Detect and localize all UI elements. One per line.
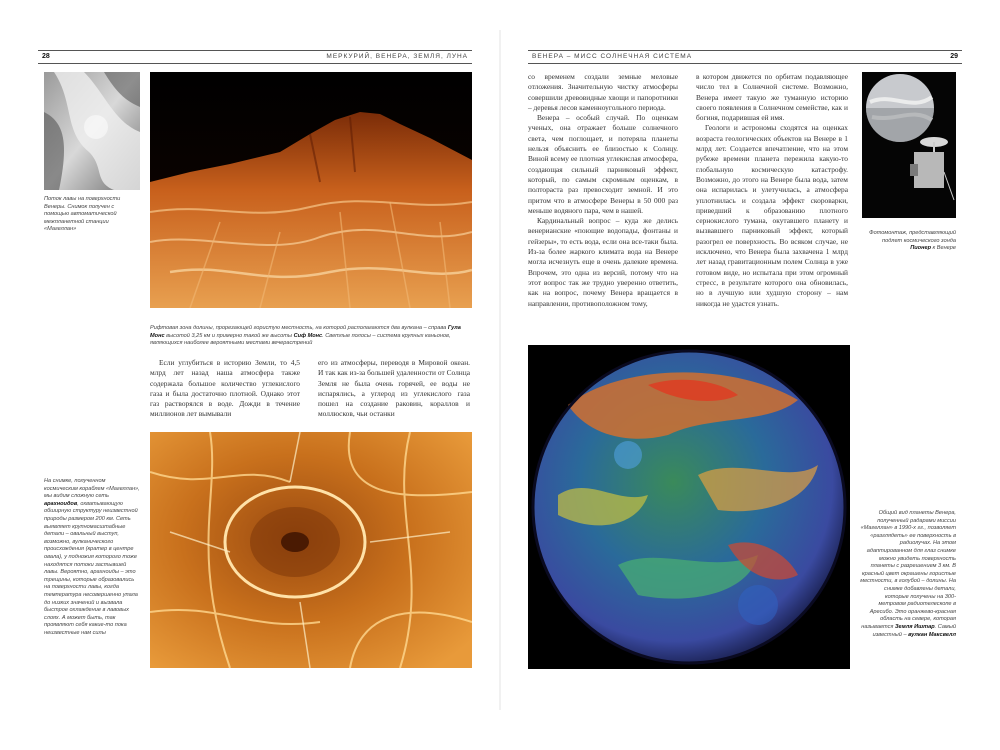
caption-lava-flow <box>44 196 140 234</box>
right-col1-p1: со временем создали земные меловые отложения. Значительную чистку атмосферы совершили древовидные хвощи и папоротники – деревья лесов каменноугольного периода. <box>528 72 678 112</box>
page-number-right: 29 <box>950 53 958 60</box>
arachnoid-network-image <box>150 432 472 668</box>
right-col2-p2: Геологи и астрономы сходятся на оценках возраста геологических объектов на Венере в 1 млрд лет. Создается впечатление, что на этом рубеже времени планета пережила какую-то глобальную космическую катастрофу. Возможно, до этого на Венере была вода, затем она испарилась и улетучилась, а атмосфера уплотнилась и создала эффект скороварки, приведший к образованию плотного сернокислого тумана, окутавшего планету и вызвавшего парниковый эффект, который разогрел ее поверхность. Во всяком случае, не исключено, что Венера была захвачена 1 млрд лет назад гравитационным полем Солнца в уже готовом виде, но испытала при этом огромный стресс, в результате которого она обновилась, но в лучшую или худшую сторону – нам никогда не удастся узнать. <box>696 123 848 308</box>
caption-globe-text-2: . Самый известный – <box>872 623 956 638</box>
venus-globe-image <box>528 345 850 669</box>
right-body-col-1 <box>528 72 678 309</box>
caption-rift-text-1: Рифтовая зона долины, прорезающей гористую местность, на которой располагаются два вулкана – справа <box>150 325 448 331</box>
caption-globe-maxwell: вулкан Максвелл <box>908 631 956 638</box>
right-body-col-2 <box>696 72 848 309</box>
caption-lava-text: Поток лавы на поверхности Венеры. Снимок получен с помощью автоматической межпланетной станции «Магеллан» <box>44 196 121 233</box>
running-title-left: МЕРКУРИЙ, ВЕНЕРА, ЗЕМЛЯ, ЛУНА <box>326 53 468 60</box>
left-body-col-2 <box>318 358 470 420</box>
caption-pioneer <box>862 230 956 253</box>
right-col1-p3: Кардинальный вопрос – куда же делись венерианские «поющие водопады, фонтаны и гейзеры», то есть вода, если она все-таки была. Из-за более жаркого климата вода на Венере могла исчезнуть еще в очень далекие времена. Впрочем, это одна из версий, потому что на этот вопрос так же трудно уверенно ответить, как на вопрос, почему Венера вращается в направлении, противоположном тому, <box>528 216 678 308</box>
caption-pioneer-text-2: к Венере <box>930 245 956 252</box>
left-col1-paragraph: Если углубиться в историю Земли, то 4,5 млрд лет назад наша атмосфера также содержала большое количество углекислого газа и была достаточно плотной. Однако этот газ растворялся в воде. Дожди в течение миллионов лет вымывали <box>150 358 300 419</box>
caption-rift-valley <box>150 325 470 348</box>
caption-pioneer-bold: Пионер <box>910 245 931 252</box>
book-gutter <box>499 30 501 710</box>
running-title-right: ВЕНЕРА – МИСС СОЛНЕЧНАЯ СИСТЕМА <box>532 53 693 60</box>
caption-arach-text-1: На снимке, полученном космическим кораблем «Магеллан», мы видим сложную сеть <box>44 478 140 500</box>
running-header-left <box>38 50 472 64</box>
caption-globe-text-1: Общий вид планеты Венера, полученный радарами миссии «Магеллан» в 1990-х гг., позволяет «разглядеть» ее поверхность в радиолучах. На этом адаптированном для глаз снимке можно увидеть поверхность планеты с разрешением 3 км. В красный цвет окрашены гористые местности, в голубой – долины. На снимке добавлены детали, которые получены на 300-метровом радиотелескопе в Аресибо. Это оранжево-красная область на севере, которая называется <box>860 510 956 630</box>
right-col2-p1: в котором движется по орбитам подавляющее число тел в Солнечной системе. Возможно, Венера имеет такую же туманную историю своего появления в Солнечном семействе, как и богиня, подарившая ей имя. <box>696 72 848 123</box>
caption-venus-globe <box>860 510 956 639</box>
caption-rift-text-3: . Светлые полосы – система крупных каньонов, являющихся наиболее вероятными местами вечерастрений <box>150 332 451 347</box>
pioneer-probe-photo <box>862 72 956 218</box>
caption-rift-gula-mons: Гула Монс <box>150 325 461 339</box>
caption-arachnoids <box>44 478 140 637</box>
caption-arach-text-2: , охватывающую обширную структуру неизвестной природы размером 200 км. Сеть выявляет крупномасштабные детали – овальный выступ, возможно, вулканического происхождения (кратер в центре овала), у подножия которого тоже находятся потоки застывшей лавы. Вероятно, арахноиды – это трещины, которые образовались на поверхности лавы, когда температура несовершенно упала до низких значений и вызвала быстрое охлаждение в лавовых слоях. А может быть, так проявляют себя какие-то пока неизвестные нам силы <box>44 500 138 636</box>
left-col2-paragraph: его из атмосферы, переводя в Мировой океан. И так как из-за большей удаленности от Солнца Земля не была очень горячей, ее воды не испарялись, а углерод из углекислого газа пошел на создание раковин, кораллов и моллюсков, чьи останки <box>318 358 470 419</box>
right-col1-p2: Венера – особый случай. По оценкам ученых, она отражает больше солнечного света, чем поглощает, и потеряла планеты нельзя объяснить ее близостью к Солнцу. Виной всему ее плотная углекислая атмосфера, создающая сильный парниковый эффект, который, по самым скромным оценкам, в полтораста раз превосходит земной. И это притом что в атмосфере Венеры в 50 000 раз меньше водяного пара, чем в нашей. <box>528 113 678 215</box>
page-number-left: 28 <box>42 53 50 60</box>
caption-globe-ishtar: Земля Иштар <box>894 623 935 630</box>
left-body-col-1 <box>150 358 300 420</box>
running-header-right <box>528 50 962 64</box>
caption-arach-bold: арахноидов <box>44 500 78 507</box>
lava-flow-photo <box>44 72 140 190</box>
caption-rift-sif-mons: Сиф Монс <box>293 332 323 339</box>
venus-rift-valley-image <box>150 72 472 308</box>
caption-rift-text-2: высотой 3,25 км и примерно такой же высоты <box>164 332 294 339</box>
caption-pioneer-text-1: Фотомонтаж, представляющий подлет космического зонда <box>869 230 956 244</box>
